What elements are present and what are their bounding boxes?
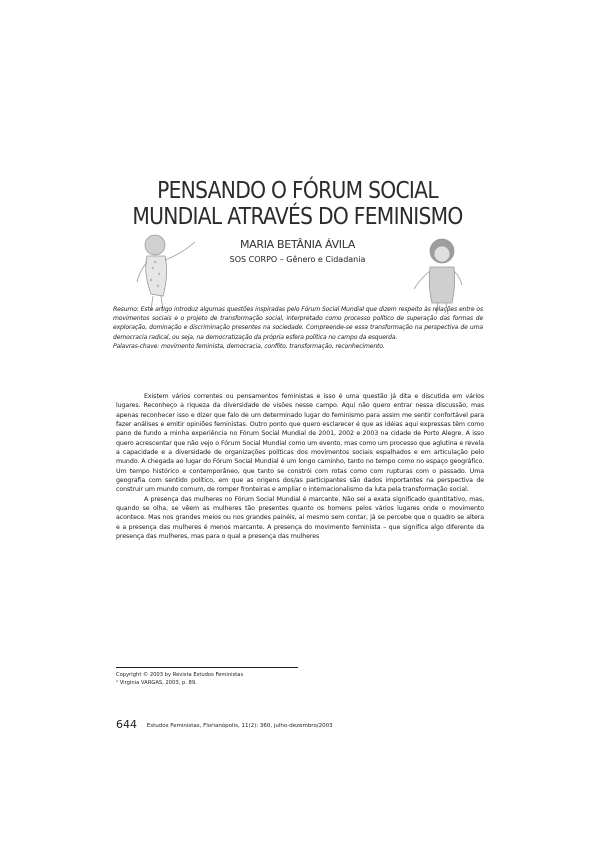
author-name: MARIA BETÂNIA ÁVILA — [239, 238, 356, 251]
page-number: 644 — [116, 718, 137, 731]
article-body — [116, 392, 484, 542]
journal-citation: Estudos Feministas, Florianópolis, 11(2): 360, julho-dezembro/2003 — [146, 723, 333, 729]
footnote-divider — [116, 667, 298, 668]
page-footer — [116, 718, 496, 731]
body-paragraph-1: Existem vários correntes ou pensamentos feministas e isso é uma questão já dita e discutida em vários lugares. Reconheço a riqueza da diversidade de visões nesse campo. Aqui não quero entrar nessa discussão, mas apenas reconhecer isso e dizer que falo de um determinado lugar do feminismo para assim me sentir confortável para fazer análises e emitir opiniões feministas. Outro ponto que quero esclarecer é que as idéias aqui expressas têm como pano de fundo a minha experiência no Fórum Social Mundial de 2001, 2002 e 2003 na cidade de Porto Alegre. A isso quero acrescentar que não vejo o Fórum Social Mundial como um evento, mas como um processo que aglutina e revela a capacidade e a diversidade de organizações políticas dos movimentos sociais espalhados e em articulação pelo mundo. A chegada ao lugar do Fórum Social Mundial é um longo caminho, tanto no tempo como no espaço geográfico. Um tempo histórico e contemporâneo, que tanto se constrói com rotas como com rupturas com o passado. Uma geografia com sentido político, em que as origens dos/as participantes são dados importantes na perspectiva de construir um mundo comum, de romper fronteiras e ampliar o internacionalismo da luta pela transformação social. — [116, 393, 484, 494]
article-title — [36, 178, 560, 230]
abstract-text: Resumo: Este artigo introduz algumas questões inspiradas pelo Fórum Social Mundial que dizem respeito às relações entre os movimentos sociais e o projeto de transformação social, interpretado como processo político de superação das formas de exploração, dominação e discriminação presentes na sociedade. Compreende-se essa transformação na perspectiva de uma democracia radical, ou seja, na democratização da própria esfera política no campo da esquerda. — [113, 306, 483, 341]
author-affiliation: SOS CORPO – Gênero e Cidadania — [229, 255, 366, 264]
footnotes — [116, 672, 416, 687]
keywords-text: Palavras-chave: movimento feminista, democracia, conflito, transformação, reconhecimento. — [113, 342, 385, 350]
copyright-note: Copyright © 2003 by Revista Estudos Feministas — [116, 672, 244, 678]
title-line-2: MUNDIAL ATRAVÉS DO FEMINISMO — [132, 204, 463, 230]
body-paragraph-2: A presença das mulheres no Fórum Social Mundial é marcante. Não sei a exata significado quantitativo, mas, quando se olha, se vêem as mulheres tão presentes quanto os homens pelos vários lugares onde o movimento acontece. Mas nos grandes meios ou nos grandes painéis, aí mesmo sem contar, já se percebe que o quadro se altera e a presença das mulheres é menos marcante. A presença do movimento feminista – que significa algo diferente da presença das mulheres, mas para o qual a presença das mulheres — [116, 495, 484, 541]
abstract-block — [113, 305, 483, 351]
title-line-1: PENSANDO O FÓRUM SOCIAL — [157, 178, 438, 204]
footnote-1: ¹ Virginia VARGAS, 2003, p. 89. — [116, 679, 197, 686]
